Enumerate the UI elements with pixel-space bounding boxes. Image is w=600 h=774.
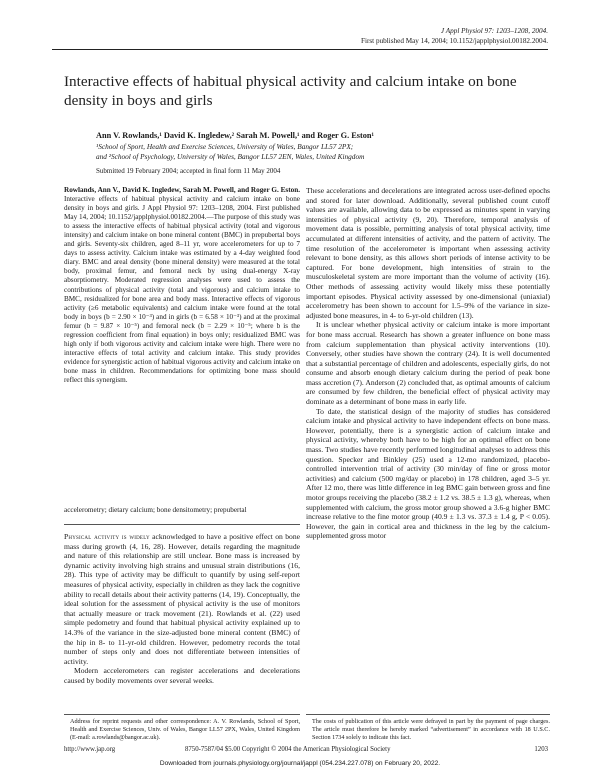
keywords: accelerometry; dietary calcium; bone densitometry; prepubertal [64, 506, 247, 514]
intro-p1-text: acknowledged to have a positive effect on bone mass during growth (4, 16, 28). However, details regarding the magnitude and nature of this relationship are still unclear. Bone mass is increased by dynamic activity involving high strains and unusual strain distributions (16, 28). This type of activity may be difficult to quantify by using self-report measures of physical activity, especially in children as they lack the cognitive ability to recall details about their activity patterns (14, 19). Conceptually, the ideal solution for the assessment of physical activity is the use of monitors that actually measure or track movement (21). Rowlands et al. (22) used simple pedometry and found that habitual physical activity explained up to 14.3% of the variance in the size-adjusted bone mineral content (BMC) of the hip in 8- to 11-yr-old children. However, pedometry records the total number of steps only and does not differentiate between intensities of activity. [64, 532, 300, 666]
affiliation-2: and ²School of Psychology, University of Wales, Bangor LL57 2EN, Wales, United Kingdom [96, 152, 365, 161]
submitted-dates: Submitted 19 February 2004; accepted in final form 11 May 2004 [96, 167, 281, 175]
publication-cost-footnote: The costs of publication of this article were defrayed in part by the payment of page charges. The article must therefore be hereby marked “advertisement” in accordance with 18 U.S.C. Section 1734 solely to indicate this fact. [312, 718, 550, 741]
right-paragraph-2: It is unclear whether physical activity or calcium intake is more important for bone mass accrual. Research has shown a greater influence on bone mass from calcium supplementation than physical activity interventions (10). Conversely, other studies have shown the contrary (24). It is well documented that a substantial percentage of children and adolescents, especially girls, do not consume and absorb enough dietary calcium during the period of peak bone mass accretion (7). Anderson (2) concluded that, as optimal amounts of calcium are consumed by few children, the beneficial effect of physical activity may dominate as a determinant of bone mass in early life. [306, 320, 550, 407]
intro-smallcaps-opening: Physical activity is widely [64, 532, 150, 541]
header-rule [52, 49, 548, 50]
introduction-left [64, 532, 300, 686]
article-title: Interactive effects of habitual physical activity and calcium intake on bone density in boys and girls [64, 73, 517, 109]
intro-paragraph-2: Modern accelerometers can register accelerations and decelerations caused by bodily movements over several weeks. [64, 666, 300, 685]
abstract-divider [64, 524, 300, 525]
right-column [306, 186, 550, 541]
correspondence-footnote: Address for reprint requests and other correspondence: A. V. Rowlands, School of Sport, Health and Exercise Sciences, Univ. of Wales, Bangor LL57 2PX, Wales, United Kingdom (E-mail: a.rowlands@bangor.ac.uk). [70, 718, 300, 741]
page-number: 1203 [534, 746, 548, 753]
intro-paragraph-1 [64, 532, 300, 666]
journal-url-link[interactable]: http://www.jap.org [64, 746, 116, 753]
footnote-rule-left [64, 714, 300, 715]
affiliation-1: ¹School of Sport, Health and Exercise Sciences, University of Wales, Bangor LL57 2PX; [96, 142, 354, 151]
right-paragraph-1: These accelerations and decelerations are integrated across user-defined epochs and stored for later download. Additionally, several published count cutoff values are available, allowing data to be expressed as minutes spent in varying intensities of physical activity (9, 20). Therefore, temporal analysis of movement data is possible, permitting analysis of total physical activity, time accumulated at different intensities of activity, and the pattern of activity. The time resolution of the accelerometer is important when assessing activity relevant to bone density, as this allows short periods of intense activity to be captured. For bone development, high intensities of strain to the musculoskeletal system are more important than the volume of activity (16). Other methods of assessing activity would likely miss these potentially important episodes. Physical activity assessed by one-dimensional (uniaxial) accelerometry has been shown to account for 1.5–9% of the variance in size-adjusted bone measures, in 4- to 6-yr-old children (13). [306, 186, 550, 320]
first-published-line: First published May 14, 2004; 10.1152/japplphysiol.00182.2004. [360, 37, 548, 45]
journal-header [361, 26, 548, 46]
affiliations [96, 142, 556, 162]
abstract-body: Interactive effects of habitual physical activity and calcium intake on bone density in boys and girls. J Appl Physiol 97: 1203–1208, 2004. First published May 14, 2004; 10.1152/japplphysiol.00182.2004.—The purpose of this study was to assess the interactive effects of habitual physical activity (total and vigorous intensity) and calcium intake on bone mineral content (BMC) in prepubertal boys and girls. Seventy-six children, aged 8–11 yr, wore accelerometers for up to 7 days to assess activity. Calcium intake was estimated by a 4-day weighted food diary. BMC and areal density (bone mineral density) were measured at the total body, proximal femur, and femoral neck by using dual-energy X-ray absorptiometry. Moderated regression analyses were used to assess the contributions of physical activity (total and vigorous) and calcium intake to BMC, residualized for bone area and body mass. Interactive effects of vigorous activity (≥6 metabolic equivalents) and calcium intake were found at the total body in boys (b = 2.90 × 10⁻³) and in girls (b = 6.58 × 10⁻³) and at the proximal femur (b = 9.87 × 10⁻⁵) and femoral neck (b = 2.29 × 10⁻⁵; where b is the regression coefficient from final equation) in boys only; residualized BMC was high only if both vigorous activity and calcium intake were high. There were no interactive effects of total activity and calcium intake. This study provides evidence for synergistic action of habitual vigorous activity and calcium intake on bone mass in children. Recommendations for optimizing bone mass should reflect this synergism. [64, 195, 300, 384]
journal-citation: J Appl Physiol 97: 1203–1208, 2004. [440, 27, 548, 35]
copyright-line: 8750-7587/04 $5.00 Copyright © 2004 the American Physiological Society [185, 746, 391, 753]
abstract [64, 186, 300, 385]
article-authors: Ann V. Rowlands,¹ David K. Ingledew,² Sarah M. Powell,¹ and Roger G. Eston¹ [96, 131, 375, 140]
download-notice: Downloaded from journals.physiology.org/journal/jappl (054.234.227.078) on February 20, 2022. [159, 760, 441, 767]
footnote-rule-right [306, 714, 550, 715]
abstract-lead: Rowlands, Ann V., David K. Ingledew, Sarah M. Powell, and Roger G. Eston. [64, 186, 300, 194]
right-paragraph-3: To date, the statistical design of the majority of studies has considered calcium intake and physical activity to have independent effects on bone mass. However, potentially, there is a synergistic action of calcium intake and physical activity, whereby both have to be high for an optimal effect on bone mass. Two studies have recently performed longitudinal analyses to address this question. Specker and Binkley (25) used a 12-mo randomized, placebo-controlled intervention trial of activity (30 min/day of fine or gross motor activities) and calcium (500 mg/day or placebo) in 178 children, aged 3–5 yr. After 12 mo, there was little difference in leg BMC gain between gross and fine motor groups receiving the placebo (38.2 ± 1.2 vs. 38.5 ± 1.3 g), whereas, when supplemented with calcium, the gross motor group showed a 3.6-g higher BMC increase relative to the fine motor group (40.9 ± 1.3 vs. 37.3 ± 1.4 g, P < 0.05). However, the gain in cortical area and thickness in the leg by the calcium-supplemented gross motor [306, 406, 550, 541]
